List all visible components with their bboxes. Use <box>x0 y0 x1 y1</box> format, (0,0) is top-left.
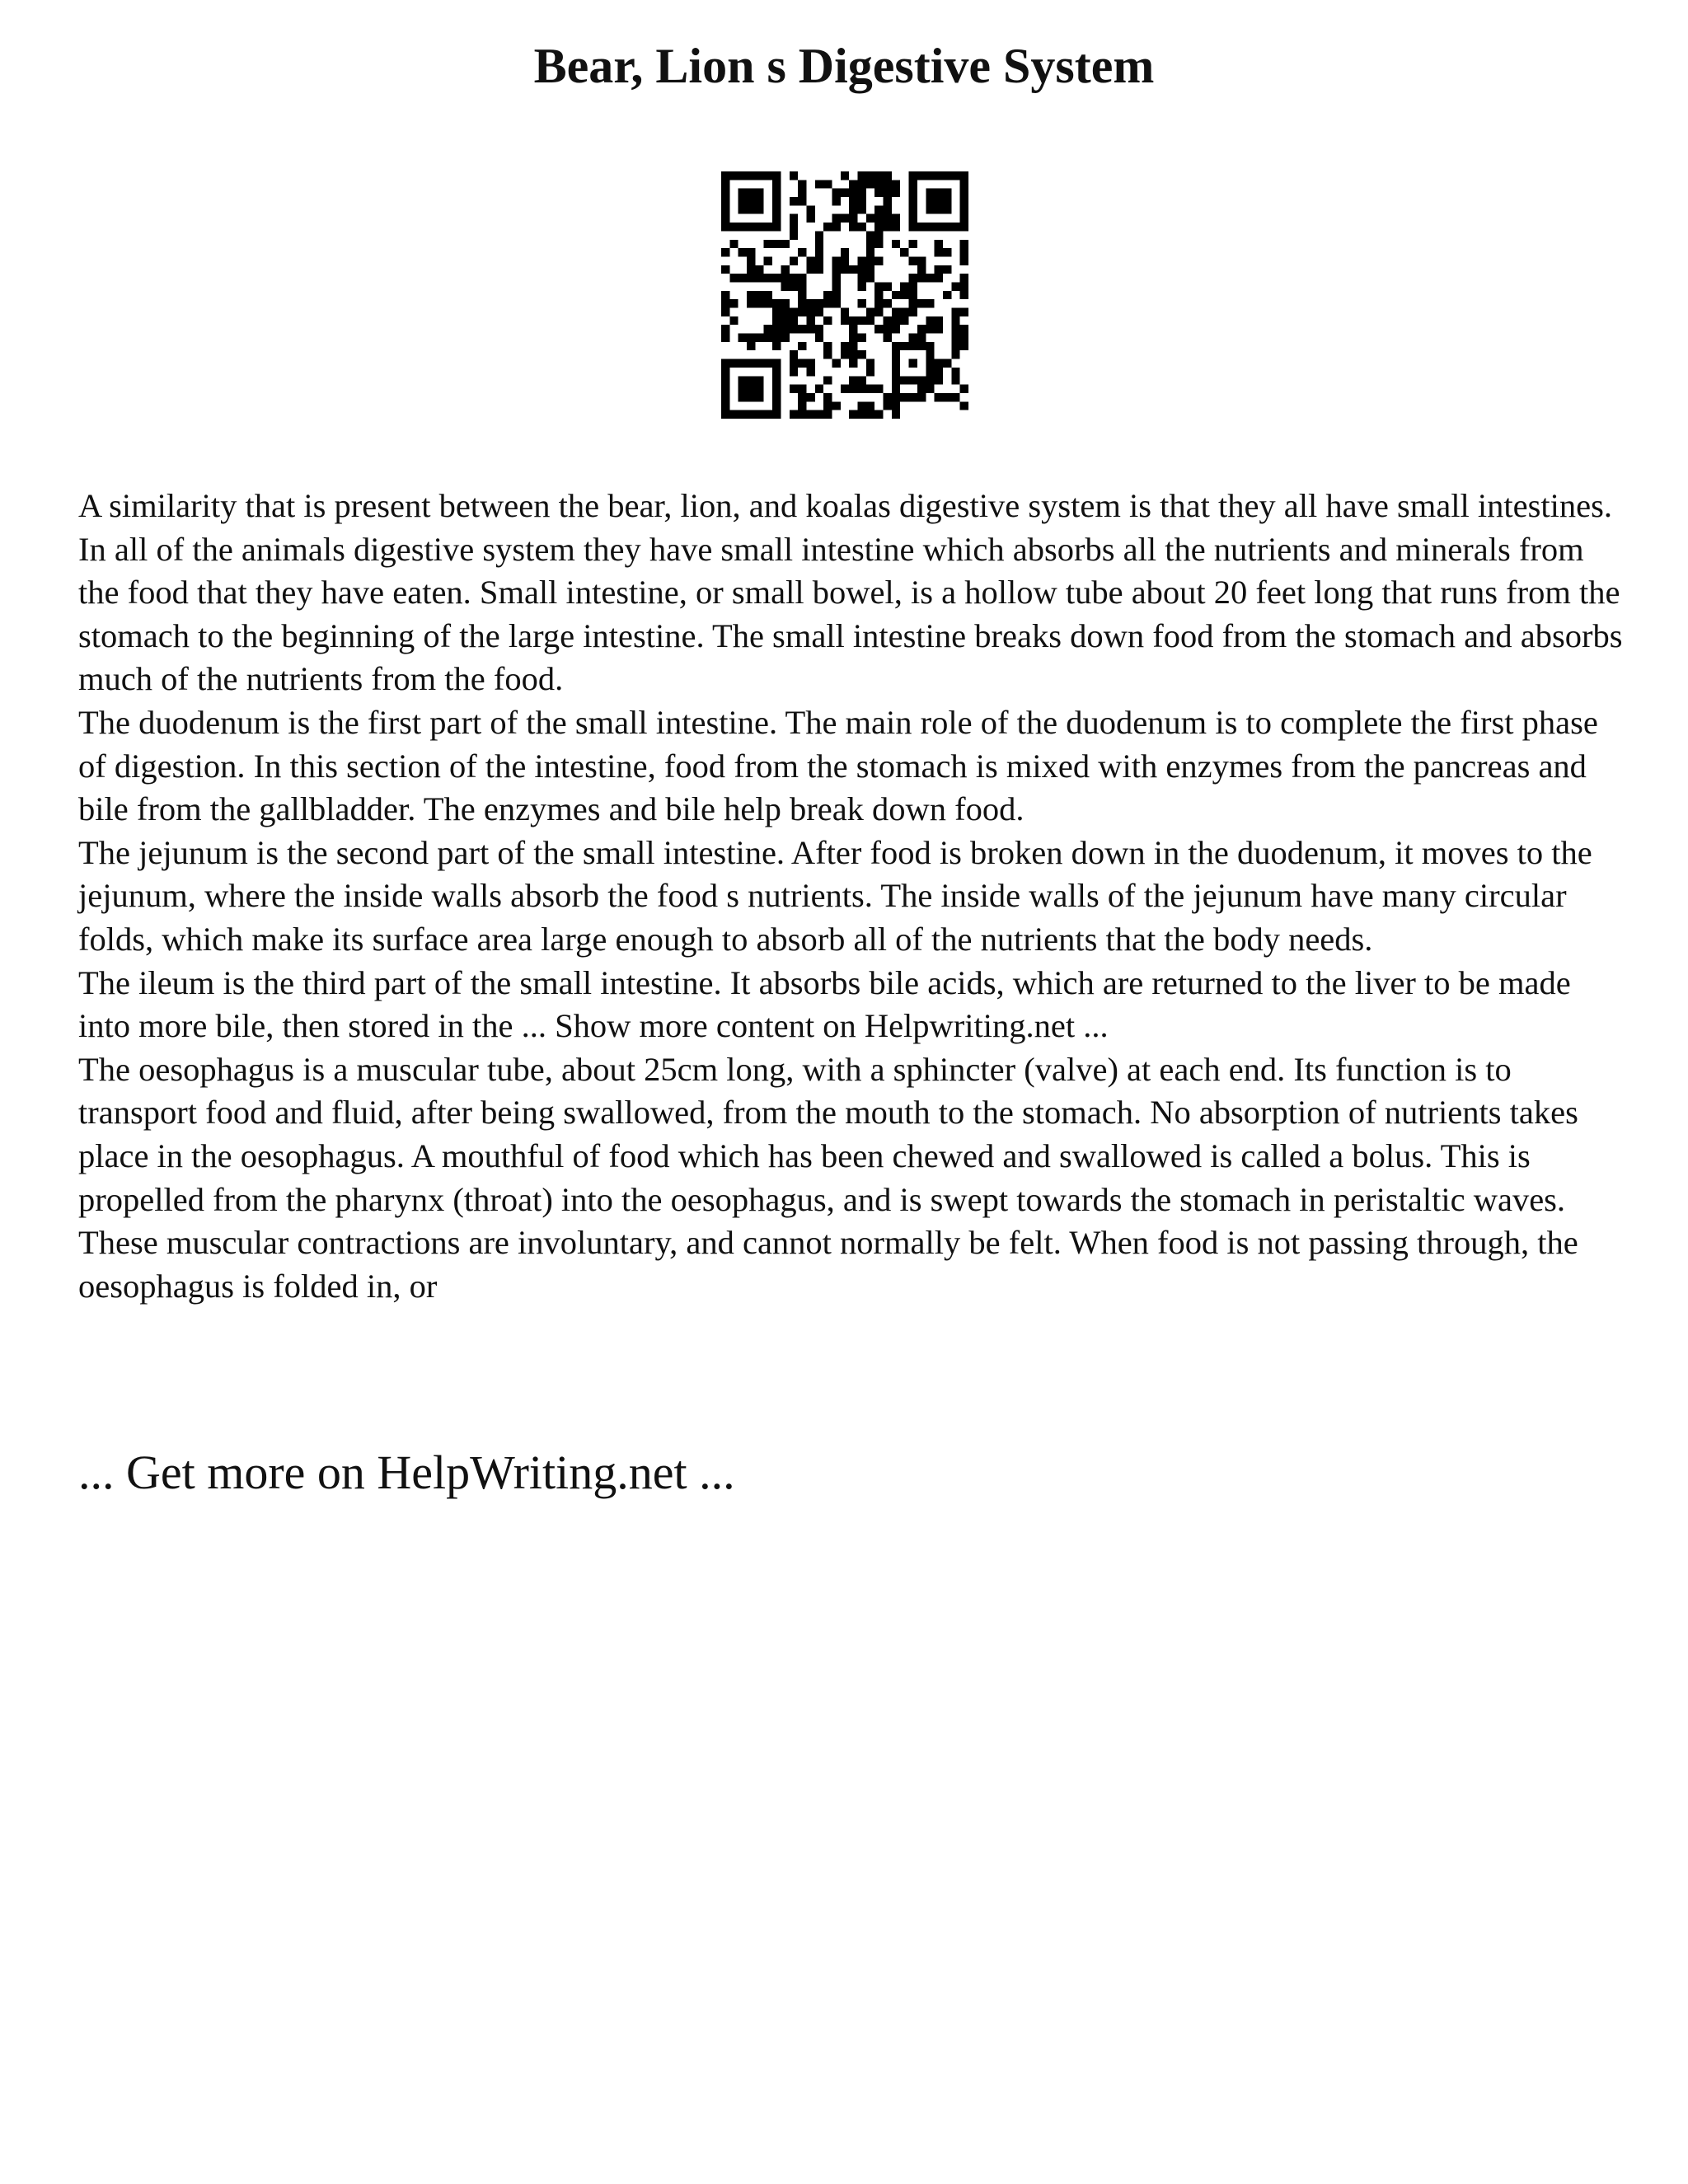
qr-code <box>721 171 968 419</box>
article-body <box>78 485 1628 1308</box>
page-title: Bear, Lion s Digestive System <box>533 39 1155 93</box>
paragraph-jejunum: The jejunum is the second part of the small intestine. After food is broken down in the duodenum, it moves to the jejunum, where the inside walls absorb the food s nutrients. The inside walls of the jejunum have many circular folds, which make its surface area large enough to absorb all of the nutrients that the body needs. <box>78 833 1592 958</box>
get-more-link[interactable]: ... Get more on HelpWriting.net ... <box>78 1446 735 1499</box>
paragraph-ileum: The ileum is the third part of the small intestine. It absorbs bile acids, which are returned to the liver to be made into more bile, then stored in the ... Show more content on Helpwriting.net ... <box>78 963 1571 1045</box>
paragraph-small-intestines: A similarity that is present between the bear, lion, and koalas digestive system is that they all have small intestines. In all of the animals digestive system they have small intestine which absorbs all the nutrients and minerals from the food that they have eaten. Small intestine, or small bowel, is a hollow tube about 20 feet long that runs from the stomach to the beginning of the large intestine. The small intestine breaks down food from the stomach and absorbs much of the nutrients from the food. <box>78 487 1623 698</box>
paragraph-duodenum: The duodenum is the first part of the small intestine. The main role of the duodenum is to complete the first phase of digestion. In this section of the intestine, food from the stomach is mixed with enzymes from the pancreas and bile from the gallbladder. The enzymes and bile help break down food. <box>78 703 1598 828</box>
qr-code-graphic <box>721 171 968 419</box>
paragraph-oesophagus: The oesophagus is a muscular tube, about 25cm long, with a sphincter (valve) at each end. Its function is to transport food and fluid, after being swallowed, from the mouth to the stomach. No absorption of nutrients takes place in the oesophagus. A mouthful of food which has been chewed and swallowed is called a bolus. This is propelled from the pharynx (throat) into the oesophagus, and is swept towards the stomach in peristaltic waves. These muscular contractions are involuntary, and cannot normally be felt. When food is not passing through, the oesophagus is folded in, or <box>78 1050 1578 1305</box>
